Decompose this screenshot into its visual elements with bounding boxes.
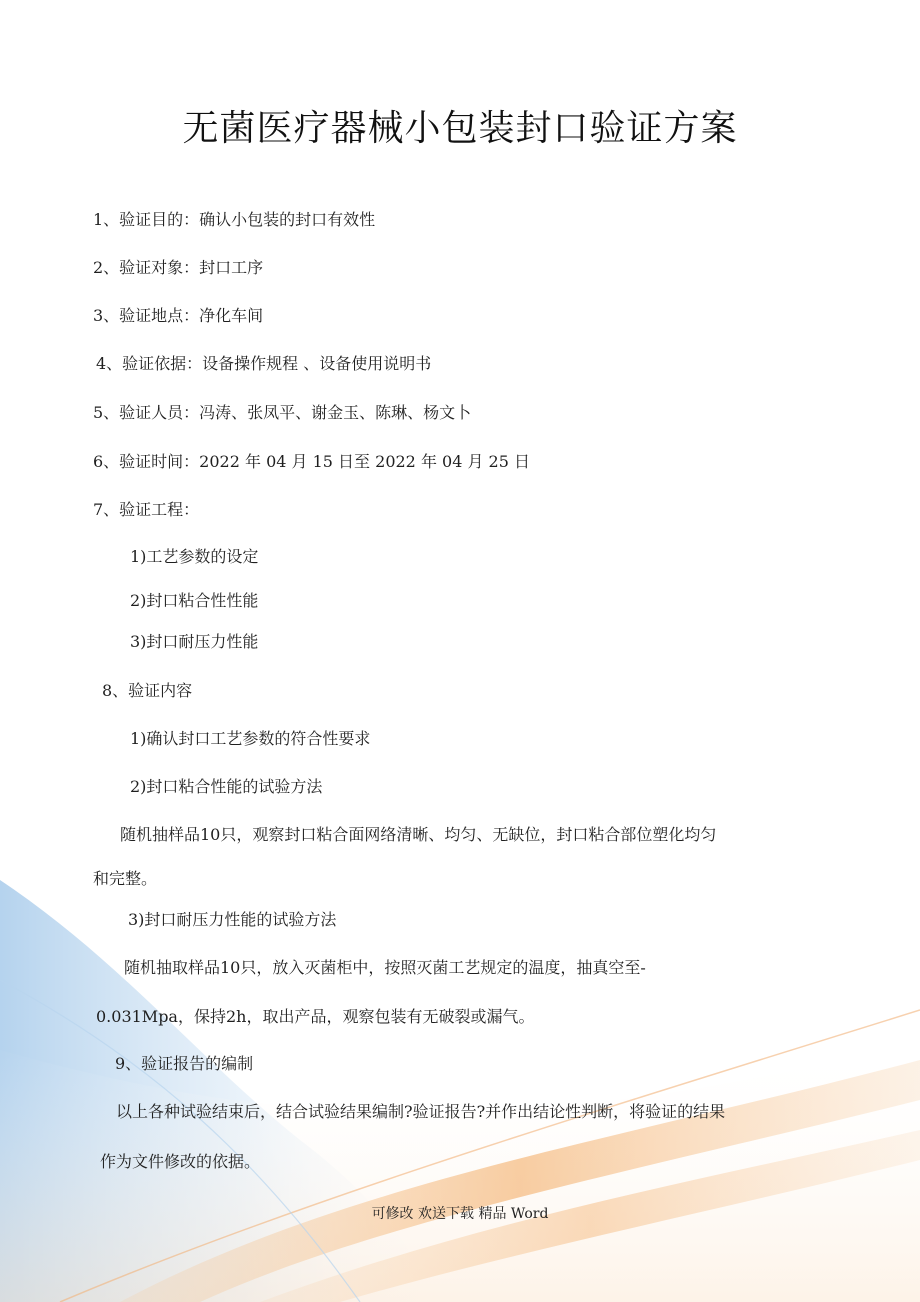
paragraph-adhesion-line-2: 和完整。 — [93, 869, 158, 888]
item-personnel: 5、验证人员：冯涛、张凤平、谢金玉、陈琳、杨文卜 — [93, 403, 472, 422]
sub-item-pressure-method: 3)封口耐压力性能的试验方法 — [128, 910, 337, 929]
page-title: 无菌医疗器械小包装封口验证方案 — [182, 108, 738, 149]
item-project: 7、验证工程： — [93, 500, 200, 519]
sub-item-seal-pressure: 3)封口耐压力性能 — [130, 632, 259, 651]
item-purpose: 1、验证目的：确认小包装的封口有效性 — [93, 210, 376, 229]
item-object: 2、验证对象：封口工序 — [93, 258, 264, 277]
sub-item-confirm-params: 1)确认封口工艺参数的符合性要求 — [130, 729, 371, 748]
paragraph-report-line-2: 作为文件修改的依据。 — [100, 1152, 261, 1171]
sub-item-process-params: 1)工艺参数的设定 — [130, 547, 259, 566]
paragraph-report-line-1: 以上各种试验结束后，结合试验结果编制?验证报告?并作出结论性判断，将验证的结果 — [116, 1102, 726, 1121]
paragraph-pressure-line-2: 0.031Mpa，保持2h，取出产品，观察包装有无破裂或漏气。 — [96, 1007, 535, 1026]
item-content: 8、验证内容 — [102, 681, 193, 700]
paragraph-adhesion-line-1: 随机抽样品10只，观察封口粘合面网络清晰、均匀、无缺位，封口粘合部位塑化均匀 — [120, 825, 717, 844]
item-basis: 4、验证依据：设备操作规程 、设备使用说明书 — [96, 354, 432, 373]
item-time: 6、验证时间：2022 年 04 月 15 日至 2022 年 04 月 25 日 — [93, 452, 531, 471]
page-footer: 可修改 欢送下载 精品 Word — [371, 1206, 549, 1222]
paragraph-pressure-line-1: 随机抽取样品10只，放入灭菌柜中，按照灭菌工艺规定的温度，抽真空至- — [124, 958, 646, 977]
sub-item-seal-adhesion: 2)封口粘合性性能 — [130, 591, 259, 610]
item-location: 3、验证地点：净化车间 — [93, 306, 264, 325]
item-report: 9、验证报告的编制 — [115, 1054, 254, 1073]
sub-item-adhesion-method: 2)封口粘合性能的试验方法 — [130, 777, 323, 796]
